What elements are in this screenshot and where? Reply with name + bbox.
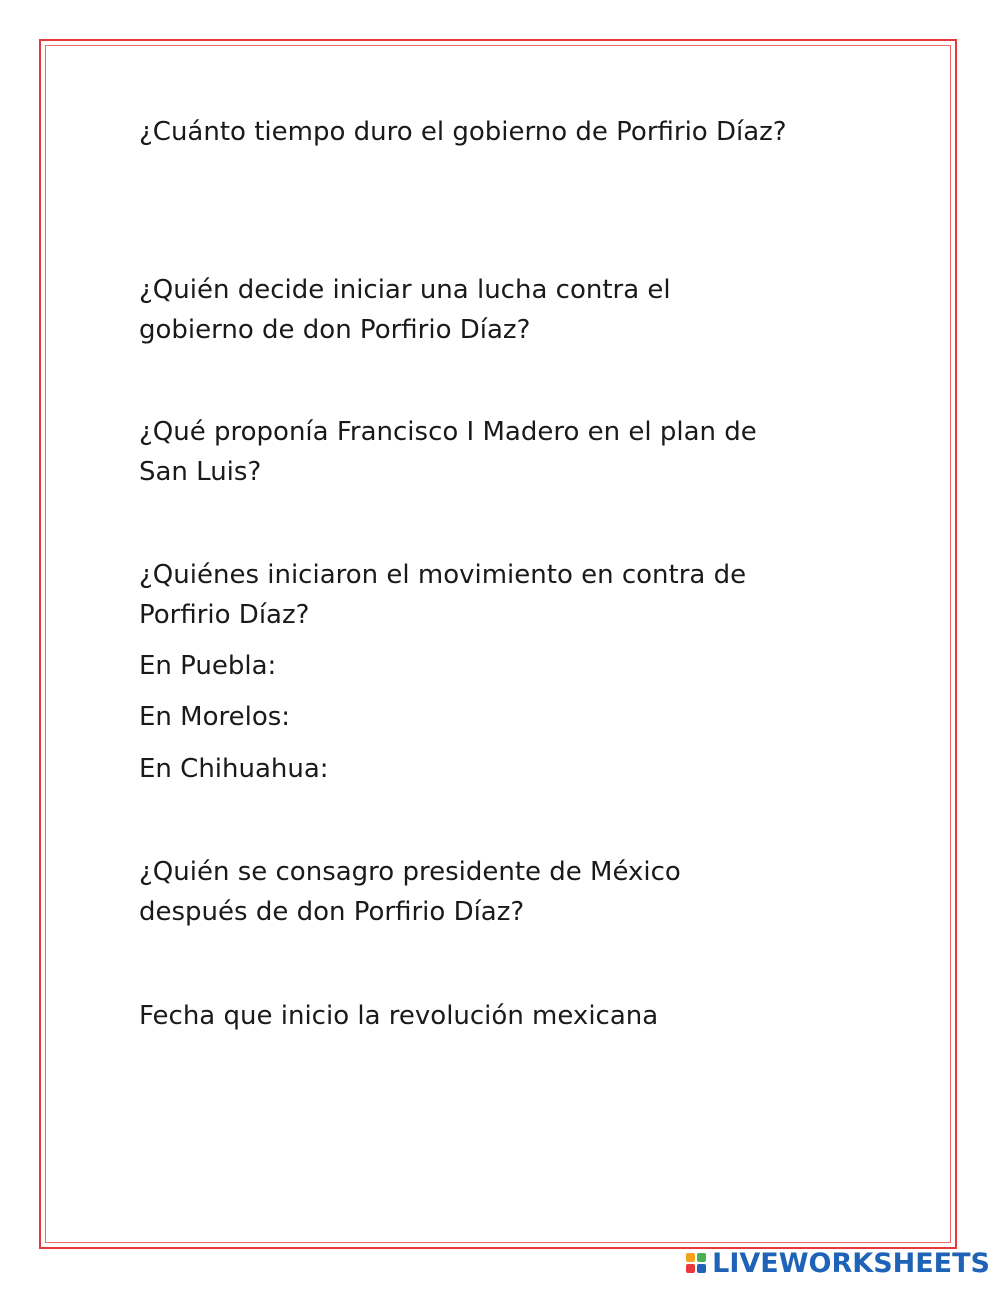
question-5-line-2: después de don Porfirio Díaz? (139, 897, 525, 927)
question-6-line-1: Fecha que inicio la revolución mexicana (139, 1001, 659, 1031)
question-2-line-2: gobierno de don Porfirio Díaz? (139, 315, 531, 345)
liveworksheets-logo-icon (686, 1253, 706, 1273)
question-3-line-1: ¿Qué proponía Francisco I Madero en el plan de (139, 417, 757, 447)
question-1 (139, 112, 787, 152)
brand-name: LIVEWORKSHEETS (712, 1247, 990, 1279)
logo-square-2 (697, 1253, 706, 1262)
question-3 (139, 412, 757, 492)
page-border-inner (45, 45, 951, 1243)
sub-item-morelos: En Morelos: (139, 702, 291, 732)
question-2 (139, 270, 671, 350)
liveworksheets-brand[interactable] (686, 1248, 990, 1278)
question-3-line-2: San Luis? (139, 457, 262, 487)
logo-square-1 (686, 1253, 695, 1262)
question-4-line-2: Porfirio Díaz? (139, 600, 310, 630)
question-4 (139, 555, 746, 635)
sub-item-chihuahua: En Chihuahua: (139, 754, 329, 784)
sub-item-puebla: En Puebla: (139, 651, 277, 681)
question-4-line-1: ¿Quiénes iniciaron el movimiento en contra de (139, 560, 747, 590)
question-5-line-1: ¿Quién se consagro presidente de México (139, 857, 681, 887)
logo-square-3 (686, 1264, 695, 1273)
question-1-line-1: ¿Cuánto tiempo duro el gobierno de Porfirio Díaz? (139, 117, 787, 147)
question-6 (139, 996, 658, 1036)
logo-square-4 (697, 1264, 706, 1273)
question-2-line-1: ¿Quién decide iniciar una lucha contra el (139, 275, 671, 305)
question-5 (139, 852, 681, 932)
